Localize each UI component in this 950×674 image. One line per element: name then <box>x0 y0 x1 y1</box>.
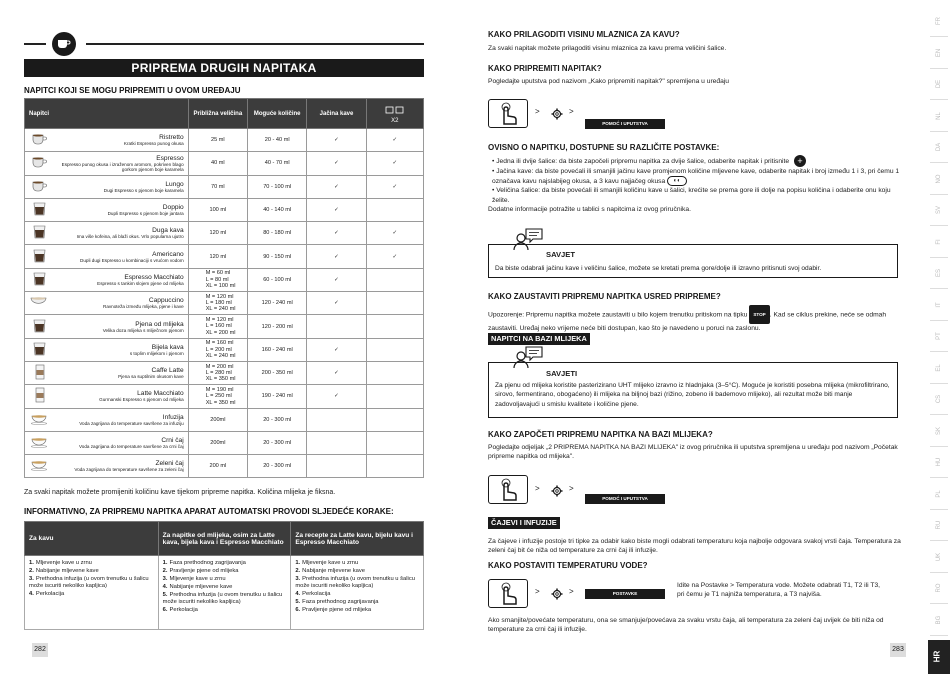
table-row <box>25 361 424 384</box>
drink-strength: ✓ <box>307 292 366 315</box>
language-tab[interactable]: DA <box>936 142 942 152</box>
settings-button[interactable]: POSTAVKE <box>585 589 665 599</box>
touch-hand-icon <box>488 579 528 608</box>
col-qty: Moguće količine <box>248 99 307 129</box>
language-tab[interactable]: EN <box>936 48 942 57</box>
steps-col <box>291 556 424 630</box>
drink-qty: 80 - 180 ml <box>248 222 307 245</box>
drink-x2: ✓ <box>366 152 423 175</box>
drink-size-line: XL = 350 ml <box>205 376 236 383</box>
drink-qty: 160 - 240 ml <box>248 338 307 361</box>
tip-text-2: Za pjenu od mlijeka koristite pasterizirano UHT mlijeko izravno iz hladnjaka (3–5°C). Moguće je koristiti posebna mlijeka (mikrofiltrirano, sirovo, fermentirano, obogaćeno) ili mlijeka na biljnoj bazi (rižino, zobeno ili bademovo mlijeko), ali rezultat može biti manje zadovoljavajući u smislu kvalitete i količine pjene. <box>495 382 890 408</box>
drink-name-cell <box>55 222 188 245</box>
language-separator <box>930 131 948 132</box>
two-cups-icon <box>384 104 406 116</box>
drink-x2 <box>366 315 423 338</box>
language-tab[interactable]: FR <box>936 17 942 25</box>
table-row <box>25 385 424 408</box>
language-tab-hr[interactable] <box>928 640 950 674</box>
drink-size <box>188 338 247 361</box>
heading-nozzle-height: KAKO PRILAGODITI VISINU MLAZNICA ZA KAVU? <box>488 30 680 39</box>
drink-name-cell <box>55 315 188 338</box>
steps-col-header: Za recepte za Latte kavu, bijelu kavu i Espresso Macchiato <box>291 522 424 556</box>
col-size: Približna veličina <box>188 99 247 129</box>
settings-list <box>488 155 902 214</box>
bullet-strength: • Jačina kave: da biste povećali ili smanjili jačinu kave promjenom količine mljevene kave, odaberite napitak i broj između 1 i 3, pri čemu 1 označava kavu najslabijeg okusa, a 3 kavu najjačeg okusa ◐◐ <box>492 168 900 186</box>
language-tab[interactable]: EL <box>936 363 942 372</box>
language-tab[interactable]: PL <box>936 489 942 498</box>
drink-size: 25 ml <box>188 129 247 152</box>
language-tab[interactable]: CS <box>936 394 942 404</box>
drink-strength <box>307 455 366 478</box>
drink-x2 <box>366 292 423 315</box>
table-reference: Dodatne informacije potražite u tablici s napitcima iz ovog priručnika. <box>488 205 691 213</box>
drink-name: Cappuccino <box>148 297 184 305</box>
drink-size-line: XL = 200 ml <box>205 329 236 336</box>
step-item: 3. Mljevenje kave u zrnu <box>162 576 226 583</box>
heading-start-milk: KAKO ZAPOČETI PRIPREMU NAPITKA NA BAZI MLIJEKA? <box>488 430 713 439</box>
steps-col-header: Za napitke od mlijeka, osim za Latte kava, bijela kava i Espresso Macchiato <box>158 522 291 556</box>
drink-name-cell <box>55 408 188 431</box>
coffee-cup-icon <box>52 32 76 56</box>
bullet-size-text: Veličina šalice: da biste povećali ili smanjili količinu kave u šalici, krećite se prema gore ili dolje na popisu količina i odaberite onu koju želite. <box>492 187 891 204</box>
table-row <box>25 292 424 315</box>
drink-x2: ✓ <box>366 222 423 245</box>
drink-size: 120 ml <box>188 222 247 245</box>
steps-col <box>158 556 291 630</box>
language-separator <box>930 257 948 258</box>
language-tab[interactable]: PT <box>936 332 942 340</box>
drink-qty: 70 - 100 ml <box>248 175 307 198</box>
drink-desc: Velika doza mlijeka s mliječnom pjenom <box>102 327 184 333</box>
drink-strength: ✓ <box>307 222 366 245</box>
drink-name: Bijela kava <box>151 343 184 351</box>
tip-box-1 <box>488 244 898 278</box>
drink-cup-icon <box>25 175 56 198</box>
touch-hand-icon <box>488 475 528 504</box>
text-nozzle-height: Za svaki napitak možete prilagoditi visinu mlaznica za kavu prema veličini šalice. <box>488 45 727 52</box>
strength-beans-icon: ◐◐ <box>667 176 687 186</box>
drink-x2 <box>366 268 423 291</box>
drink-size-line: L = 200 ml <box>205 346 232 353</box>
drink-cup-icon <box>25 455 56 478</box>
drink-x2: ✓ <box>366 175 423 198</box>
drink-desc: Pjena sa suptilnim okusom kave <box>118 374 184 380</box>
drink-strength: ✓ <box>307 268 366 291</box>
drink-size-line: M = 160 ml <box>205 340 234 347</box>
help-button-2[interactable]: POMOĆ I UPUTSTVA <box>585 494 665 504</box>
language-separator <box>930 68 948 69</box>
heading-settings: OVISNO O NAPITKU, DOSTUPNE SU RAZLIČITE POSTAVKE: <box>488 143 720 152</box>
drinks-table <box>24 98 424 478</box>
drink-qty: 20 - 300 ml <box>248 408 307 431</box>
language-separator <box>930 603 948 604</box>
gear-icon <box>551 485 563 497</box>
step-item: 1. Mljevenje kave u zrnu <box>29 560 92 566</box>
table-row <box>25 129 424 152</box>
drink-name: Espresso Macchiato <box>124 273 184 281</box>
table-row <box>25 338 424 361</box>
language-separator <box>930 572 948 573</box>
drink-size <box>188 361 247 384</box>
language-separator <box>930 288 948 289</box>
language-tab[interactable]: ES <box>936 269 942 278</box>
drink-strength: ✓ <box>307 129 366 152</box>
language-tab[interactable]: SV <box>936 206 942 215</box>
drink-name-cell <box>55 175 188 198</box>
language-separator <box>930 225 948 226</box>
drink-desc: Ima više kofeina, ali blaži okus. Vrlo popularna ujutro <box>76 234 184 240</box>
step-item: 2. Nabijanje mljevene kave <box>295 568 365 575</box>
drink-cup-icon <box>25 315 56 338</box>
top-rule-left <box>24 43 46 45</box>
language-tab[interactable]: BG <box>936 615 942 624</box>
drink-cup-icon <box>25 385 56 408</box>
drink-x2 <box>366 431 423 454</box>
drink-name: Pjena od mlijeka <box>135 320 184 328</box>
step-item: 6. Perkolacija <box>162 607 198 614</box>
drink-desc: Dupli dugi Espresso u kombinaciji s vrućom vodom <box>80 257 184 263</box>
language-tab[interactable]: RU <box>936 520 942 530</box>
table-row <box>25 198 424 221</box>
drink-name: Crni čaj <box>161 437 184 444</box>
drink-strength <box>307 315 366 338</box>
table-row <box>25 408 424 431</box>
drink-cup-icon <box>25 129 56 152</box>
page-number-right: 283 <box>890 643 906 657</box>
drink-size-line: L = 180 ml <box>205 300 232 307</box>
language-tab[interactable]: DE <box>936 79 942 89</box>
drink-cup-icon <box>25 361 56 384</box>
drink-name-cell <box>55 431 188 454</box>
col-strength: Jačina kave <box>307 99 366 129</box>
drink-name-cell <box>55 129 188 152</box>
page-number-left: 282 <box>32 643 48 657</box>
text-prepare-drink: Pogledajte uputstva pod nazivom „Kako pripremiti napitak?" spremljena u uređaju <box>488 78 730 85</box>
drink-desc: Ravnoteža između mlijeka, pjene i kave <box>103 304 184 310</box>
drink-qty: 200 - 350 ml <box>248 361 307 384</box>
plus-icon: + <box>794 155 806 167</box>
drink-size-line: M = 60 ml <box>205 270 231 277</box>
drink-cup-icon <box>25 222 56 245</box>
drink-x2 <box>366 408 423 431</box>
language-separator <box>930 194 948 195</box>
drink-x2 <box>366 338 423 361</box>
arrow-icon: > <box>535 107 540 116</box>
gear-icon <box>551 588 563 600</box>
drink-strength: ✓ <box>307 198 366 221</box>
drink-name: Doppio <box>162 204 184 212</box>
top-rule-right <box>86 43 424 45</box>
drink-cup-icon <box>25 152 56 175</box>
touch-hand-icon <box>488 99 528 128</box>
drink-x2 <box>366 385 423 408</box>
drink-desc: s toplim mlijekom i pjenom <box>129 350 184 356</box>
table-note: Za svaki napitak možete promijeniti količinu kave tijekom pripreme napitka. Količina mlijeka je fiksna. <box>24 489 336 496</box>
language-tab[interactable]: FI <box>936 238 942 245</box>
drink-size: 200 ml <box>188 455 247 478</box>
page-title: PRIPREMA DRUGIH NAPITAKA <box>24 59 424 77</box>
stop-button[interactable]: STOP <box>749 305 769 324</box>
language-separator <box>930 446 948 447</box>
drink-size <box>188 385 247 408</box>
drink-qty: 120 - 200 ml <box>248 315 307 338</box>
drink-size-line: XL = 100 ml <box>205 283 236 290</box>
steps-col-header: Za kavu <box>25 522 159 556</box>
tag-milk-drinks: NAPITCI NA BAZI MLIJEKA <box>488 333 590 345</box>
drink-strength <box>307 431 366 454</box>
drink-x2 <box>366 198 423 221</box>
drink-size-line: L = 160 ml <box>205 323 232 330</box>
drink-strength: ✓ <box>307 245 366 268</box>
language-separator <box>930 509 948 510</box>
text-start-milk: Pogledajte odjeljak „2 PRIPREMA NAPITKA NA BAZI MLIJEKA" iz ovog priručnika ili uputstva spremljena u uređaju pod nazivom „Početak pripreme napitka od mlijeka". <box>488 444 898 461</box>
drink-size: 200ml <box>188 431 247 454</box>
arrow-icon: > <box>535 587 540 596</box>
drink-name: Infuzija <box>162 413 184 421</box>
steps-heading: INFORMATIVNO, ZA PRIPREMU NAPITKA APARAT AUTOMATSKI PROVODI SLJEDEĆE KORAKE: <box>24 507 394 516</box>
step-item: 4. Nabijanje mljevene kave <box>162 584 233 591</box>
drink-x2: ✓ <box>366 245 423 268</box>
table-row <box>25 431 424 454</box>
drink-qty: 40 - 70 ml <box>248 152 307 175</box>
language-separator <box>930 351 948 352</box>
drink-name-cell <box>55 245 188 268</box>
drink-size-line: M = 190 ml <box>205 386 234 393</box>
drink-cup-icon <box>25 245 56 268</box>
drink-cup-icon <box>25 198 56 221</box>
col-drinks: Napitci <box>25 99 189 129</box>
step-item: 3. Prethodna infuzija (u ovom trenutku u šalicu može iscuriti nekoliko kapljica) <box>29 576 149 589</box>
drink-name-cell <box>55 385 188 408</box>
language-sidebar <box>928 0 950 674</box>
drink-x2 <box>366 361 423 384</box>
table-row <box>25 175 424 198</box>
text-temp-note: Ako smanjite/povećate temperaturu, ona se smanjuje/povećava za svaku vrstu čaja, ali temperatura za zeleni čaj uvijek će biti niža od temperature za crni čaj ili infuzije. <box>488 617 884 634</box>
language-separator <box>930 99 948 100</box>
drink-strength: ✓ <box>307 175 366 198</box>
drink-cup-icon <box>25 268 56 291</box>
drink-qty: 60 - 100 ml <box>248 268 307 291</box>
step-item: 2. Pravljenje pjene od mlijeka <box>162 568 239 575</box>
drink-size: 100 ml <box>188 198 247 221</box>
drink-name: Americano <box>152 250 184 258</box>
active-language-label: HR <box>932 650 942 663</box>
drink-size-line: XL = 350 ml <box>205 399 236 406</box>
language-separator <box>930 383 948 384</box>
language-tab[interactable]: HU <box>936 457 942 467</box>
drink-qty: 40 - 140 ml <box>248 198 307 221</box>
drink-qty: 90 - 150 ml <box>248 245 307 268</box>
language-separator <box>930 36 948 37</box>
drink-size: 200ml <box>188 408 247 431</box>
drink-size-line: XL = 240 ml <box>205 353 236 360</box>
drink-size-line: M = 120 ml <box>205 293 234 300</box>
drink-size-line: L = 280 ml <box>205 369 232 376</box>
drink-size <box>188 315 247 338</box>
table-row <box>25 222 424 245</box>
drink-x2 <box>366 455 423 478</box>
drink-qty: 20 - 40 ml <box>248 129 307 152</box>
drink-name: Espresso <box>156 154 184 162</box>
language-separator <box>930 162 948 163</box>
arrow-icon: > <box>535 484 540 493</box>
drink-desc: Dugi Espresso s pjenom boje karamela <box>103 187 184 193</box>
tag-teas: ČAJEVI I INFUZIJE <box>488 517 560 529</box>
drink-size-line: L = 80 ml <box>205 276 229 283</box>
text-teas: Za čajeve i infuzije postoje tri tipke za odabir kako biste mogli odabrati temperaturu koja najbolje odgovara svakoj vrsti čaja. Temperatura za zeleni čaj bit će niža od temperature za crni čaj ili infuzije. <box>488 538 901 555</box>
drink-strength: ✓ <box>307 385 366 408</box>
table-row <box>25 268 424 291</box>
table-row <box>25 455 424 478</box>
steps-col <box>25 556 159 630</box>
tip-box-2 <box>488 362 898 418</box>
drink-qty: 20 - 300 ml <box>248 455 307 478</box>
bullet-cups: • Jedna ili dvije šalice: da biste započeli pripremu napitka za dvije šalice, odaberite napitak i pritisnite + <box>488 155 902 167</box>
steps-table <box>24 521 424 630</box>
drink-desc: Voda zagrijana do temperature savršene za infuziju <box>79 420 184 426</box>
tip-text-1: Da biste odabrali jačinu kave i veličinu šalice, možete se kretati prema gore/dolje ili izravno pritisnuti svoj odabir. <box>495 265 822 272</box>
language-tab[interactable]: NO <box>936 174 942 183</box>
help-button[interactable]: POMOĆ I UPUTSTVA <box>585 119 665 129</box>
drink-desc: Espresso punog okusa i izraženom aromom, pokriven blago gorkom pjenom boje karamela <box>61 161 184 172</box>
drink-size-line: XL = 240 ml <box>205 306 236 313</box>
text-stop-b: . Kad se ciklus prekine, neće se odmah zaustaviti. Uređaj neko vrijeme neće biti dostupan, kao što je navedeno u poruci na zaslonu. <box>488 311 887 333</box>
drink-size: 120 ml <box>188 245 247 268</box>
right-page <box>475 0 950 674</box>
drink-name: Lungo <box>165 180 184 188</box>
drink-desc: Voda zagrijana do temperature savršene za crni čaj <box>78 444 184 449</box>
heading-water-temp: KAKO POSTAVITI TEMPERATURU VODE? <box>488 561 648 570</box>
language-separator <box>930 635 948 636</box>
language-separator <box>930 414 948 415</box>
table-row <box>25 152 424 175</box>
step-item: 3. Prethodna infuzija (u ovom trenutku u šalicu može iscuriti nekoliko kapljica) <box>295 576 415 589</box>
drink-name: Zeleni čaj <box>155 460 184 468</box>
drink-desc: Voda zagrijana do temperature savršene za zeleni čaj <box>74 467 184 473</box>
gear-icon <box>551 108 563 120</box>
drink-x2: ✓ <box>366 129 423 152</box>
table-row <box>25 245 424 268</box>
x2-label: X2 <box>391 117 399 124</box>
drink-size <box>188 292 247 315</box>
drink-desc: Kratki Espresso punog okusa <box>123 141 184 147</box>
arrow-icon: > <box>569 484 574 493</box>
drink-name: Ristretto <box>159 134 184 142</box>
heading-stop: KAKO ZAUSTAVITI PRIPREMU NAPITKA USRED PRIPREME? <box>488 292 721 301</box>
drink-strength <box>307 408 366 431</box>
drink-name-cell <box>55 152 188 175</box>
drink-name-cell <box>55 292 188 315</box>
drink-strength: ✓ <box>307 152 366 175</box>
drink-cup-icon <box>25 408 56 431</box>
drink-cup-icon <box>25 338 56 361</box>
tip-label-2: SAVJETI <box>546 369 578 378</box>
arrow-icon: > <box>569 107 574 116</box>
drink-name-cell <box>55 198 188 221</box>
drink-cup-icon <box>25 292 56 315</box>
text-stop <box>488 305 902 334</box>
bullet-cups-text: Jedna ili dvije šalice: da biste započeli pripremu napitka za dvije šalice, odaberite napitak i pritisnite <box>496 157 790 165</box>
language-separator <box>930 477 948 478</box>
language-separator <box>930 540 948 541</box>
drink-name-cell <box>55 361 188 384</box>
text-water-temp: Idite na Postavke > Temperatura vode. Možete odabrati T1, T2 ili T3, pri čemu je T1 najniža temperatura, a T3 najviša. <box>677 582 881 599</box>
drink-name-cell <box>55 338 188 361</box>
step-item: 1. Mljevenje kave u zrnu <box>295 560 359 566</box>
drink-strength: ✓ <box>307 361 366 384</box>
step-item: 5. Faza prethodnog zagrijavanja <box>295 598 379 605</box>
step-item: 4. Perkolacija <box>295 590 331 597</box>
drink-desc: Dupli Espresso s pjenom boje jantara <box>107 211 184 217</box>
drink-qty: 120 - 240 ml <box>248 292 307 315</box>
drink-desc: Espresso s tankim slojem pjene od mlijeka <box>97 280 184 286</box>
drink-size-line: L = 250 ml <box>205 393 232 400</box>
language-tab[interactable]: UK <box>936 552 942 561</box>
language-tab[interactable]: RO <box>936 583 942 593</box>
drink-name: Duga kava <box>152 227 184 235</box>
drink-name: Latte Macchiato <box>137 390 184 398</box>
drink-qty: 20 - 300 ml <box>248 431 307 454</box>
drink-name-cell <box>55 455 188 478</box>
arrow-icon: > <box>569 587 574 596</box>
drink-size-line: M = 200 ml <box>205 363 234 370</box>
drink-size: 70 ml <box>188 175 247 198</box>
bullet-strength-text: Jačina kave: da biste povećali ili smanjili jačinu kave promjenom količine mljevene kave, odaberite napitak i broj između 1 i 3, pri čemu 1 označava kavu najslabijeg okusa, a 3 kavu najjačeg okusa <box>492 168 900 186</box>
language-tab[interactable]: NL <box>936 111 942 120</box>
text-stop-a: Upozorenje: Pripremu napitka možete zaustaviti u bilo kojem trenutku pritiskom na tipku <box>488 311 748 319</box>
drink-name: Caffe Latte <box>151 367 184 375</box>
bullet-size: • Veličina šalice: da biste povećali ili smanjili količinu kave u šalici, krećite se prema gore ili dolje na popisu količina i odaberite onu koju želite. <box>492 187 891 204</box>
drink-size: 40 ml <box>188 152 247 175</box>
drink-qty: 190 - 240 ml <box>248 385 307 408</box>
table-row <box>25 315 424 338</box>
step-item: 5. Prethodna infuzija (u ovom trenutku u šalicu može iscuriti nekoliko kapljica) <box>162 592 283 605</box>
drink-name-cell <box>55 268 188 291</box>
drinks-section-heading: NAPITCI KOJI SE MOGU PRIPREMITI U OVOM UREĐAJU <box>24 86 241 95</box>
step-item: 2. Nabijanje mljevene kave <box>29 568 99 575</box>
step-item: 6. Pravljenje pjene od mlijeka <box>295 607 372 614</box>
heading-prepare-drink: KAKO PRIPREMITI NAPITAK? <box>488 64 602 73</box>
col-x2 <box>366 99 423 129</box>
language-separator <box>930 320 948 321</box>
drink-size <box>188 268 247 291</box>
step-item: 4. Perkolacija <box>29 590 65 597</box>
drink-strength: ✓ <box>307 338 366 361</box>
drink-cup-icon <box>25 431 56 454</box>
tip-label-1: SAVJET <box>546 250 575 259</box>
language-tab[interactable]: IT <box>936 301 942 308</box>
drink-size-line: M = 120 ml <box>205 316 234 323</box>
drink-desc: Gurmanski Espresso s pjenom od mlijeka <box>99 397 184 403</box>
language-tab[interactable]: SK <box>936 426 942 435</box>
step-item: 1. Faza prethodnog zagrijavanja <box>162 560 246 566</box>
